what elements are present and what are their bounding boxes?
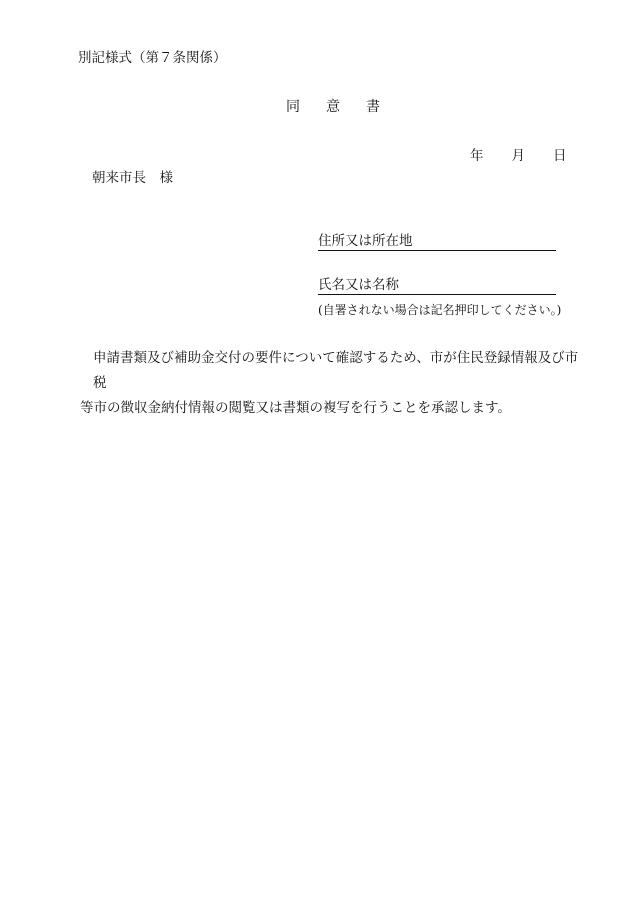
address-field[interactable] bbox=[318, 232, 556, 251]
consent-body bbox=[80, 346, 590, 421]
day-label: 日 bbox=[553, 148, 567, 164]
body-line-1: 申請書類及び補助金交付の要件について確認するため、市が住民登録情報及び市税 bbox=[93, 350, 579, 391]
document-title bbox=[286, 96, 380, 116]
address-label: 住所又は所在地 bbox=[318, 233, 413, 249]
signature-note: (自署されない場合は記名押印してください。) bbox=[318, 303, 562, 317]
form-label: 別記様式（第７条関係） bbox=[78, 50, 227, 66]
title-char-3: 書 bbox=[366, 99, 380, 115]
body-line-2: 等市の徴収金納付情報の閲覧又は書類の複写を行うことを承認します。 bbox=[80, 400, 511, 416]
month-label: 月 bbox=[511, 148, 525, 164]
addressee: 朝来市長 様 bbox=[92, 170, 173, 186]
name-label: 氏名又は名称 bbox=[318, 277, 399, 293]
date-row bbox=[470, 144, 567, 164]
title-char-1: 同 bbox=[286, 99, 300, 115]
year-label: 年 bbox=[470, 148, 484, 164]
name-field[interactable] bbox=[318, 276, 556, 295]
title-char-2: 意 bbox=[326, 99, 340, 115]
